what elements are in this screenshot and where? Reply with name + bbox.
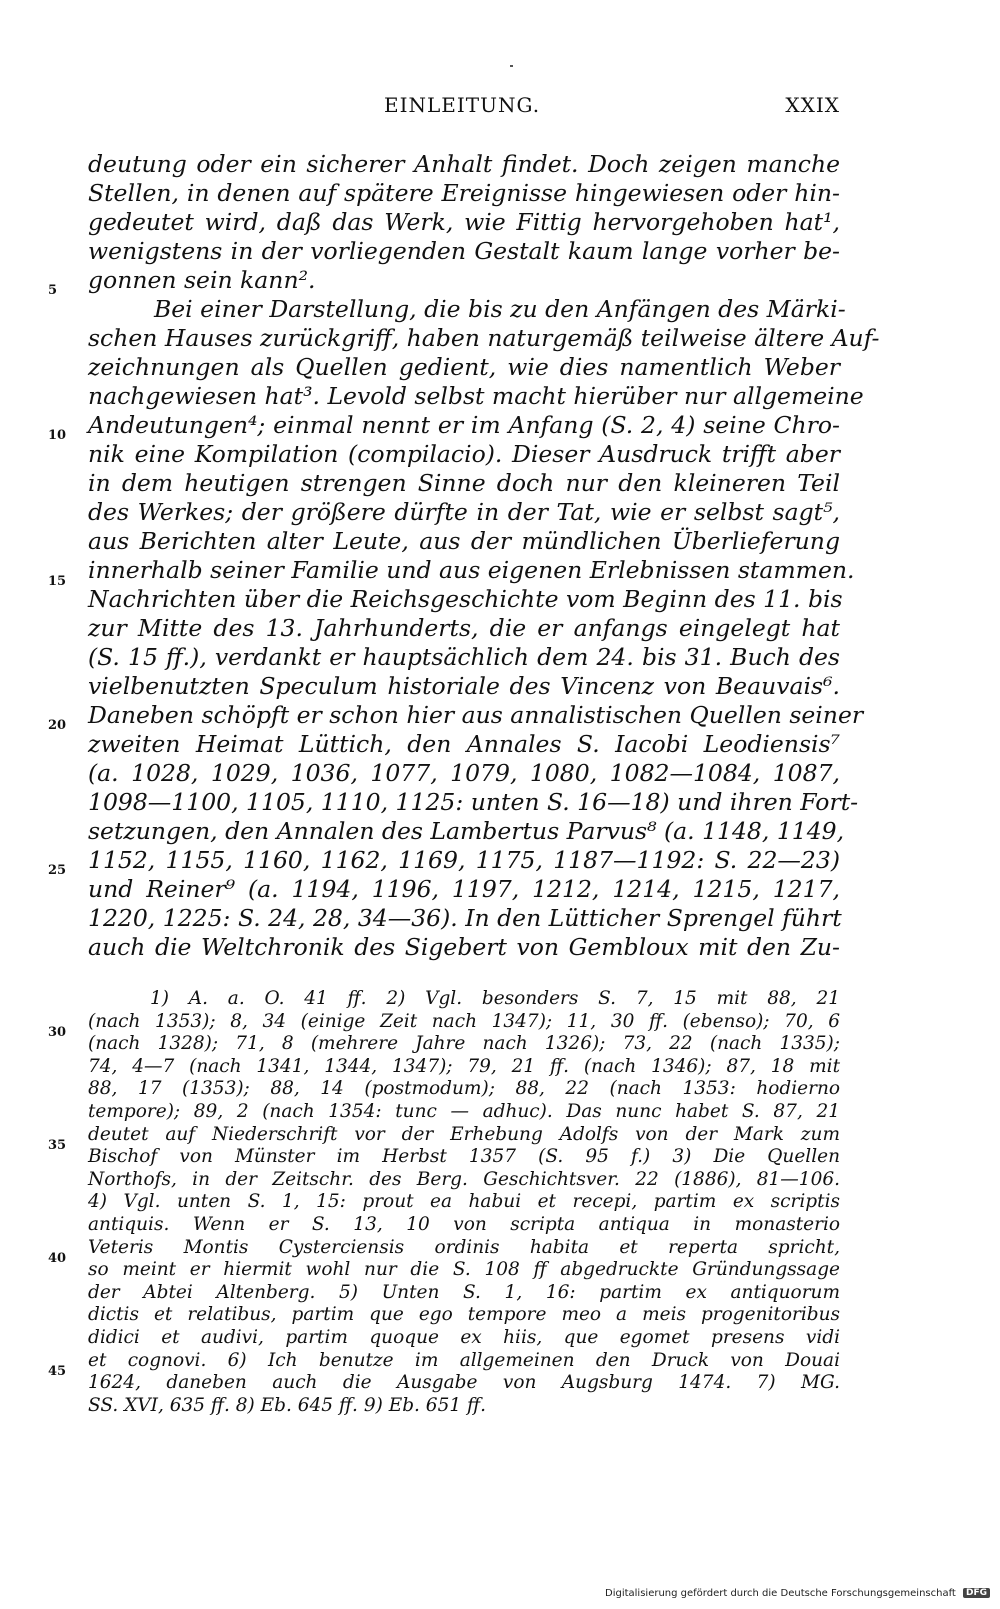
footnote-line: Bischof von Münster im Herbst 1357 (S. 95 f.) 3) Die Quellen (88, 1146, 840, 1168)
credit-text: Digitalisierung gefördert durch die Deutsche Forschungsgemeinschaft (605, 1588, 956, 1599)
footnote-line: SS. XVI, 635 ff. 8) Eb. 645 ff. 9) Eb. 651 ff. (88, 1394, 486, 1416)
footnotes (88, 988, 840, 1417)
text-line: 1220, 1225: S. 24, 28, 34—36). In den Lütticher Sprengel führt (88, 904, 842, 932)
text-line: Nachrichten über die Reichsgeschichte vom Beginn des 11. bis (88, 585, 843, 613)
text-line: innerhalb seiner Familie und aus eigenen Erlebnissen stammen. (88, 556, 855, 584)
digitization-credit (605, 1588, 995, 1599)
text-line: nik eine Kompilation (compilacio). Dieser Ausdruck trifft aber (88, 440, 840, 468)
footnote-line: 1) A. a. O. 41 ff. 2) Vgl. besonders S. 7, 15 mit 88, 21 (150, 988, 840, 1009)
text-line: wenigstens in der vorliegenden Gestalt kaum lange vorher be- (88, 237, 840, 265)
footnote-line: (nach 1328); 71, 8 (mehrere Jahre nach 1326); 73, 22 (nach 1335); (88, 1033, 840, 1055)
line-number: 5 (48, 283, 58, 298)
scan-mark (510, 65, 513, 67)
text-line: gedeutet wird, daß das Werk, wie Fittig hervorgehoben hat¹, (88, 208, 840, 236)
footnote-line: dictis et relatibus, partim que ego tempore meo a meis progenitoribus (88, 1304, 840, 1326)
footnote-line: didici et audivi, partim quoque ex hiis, que egomet presens vidi (88, 1326, 840, 1348)
dfg-logo-icon: DFG (963, 1588, 990, 1598)
text-line: Stellen, in denen auf spätere Ereignisse hingewiesen oder hin- (88, 179, 840, 207)
text-line: in dem heutigen strengen Sinne doch nur den kleineren Teil (88, 469, 840, 497)
footnote-line: der Abtei Altenberg. 5) Unten S. 1, 16: partim ex antiquorum (88, 1281, 840, 1303)
text-line: auch die Weltchronik des Sigebert von Gembloux mit den Zu- (88, 933, 840, 961)
line-number: 30 (48, 1025, 67, 1040)
text-line: gonnen sein kann². (88, 266, 316, 294)
page-title: EINLEITUNG. (384, 93, 541, 117)
main-text (88, 150, 880, 962)
text-line: zur Mitte des 13. Jahrhunderts, die er anfangs eingelegt hat (88, 614, 840, 642)
footnote-line: so meint er hiermit wohl nur die S. 108 ff abgedruckte Gründungssage (88, 1259, 840, 1281)
text-line: 1152, 1155, 1160, 1162, 1169, 1175, 1187—1192: S. 22—23) (88, 846, 840, 874)
line-number: 15 (48, 574, 67, 589)
footnote-line: Northofs, in der Zeitschr. des Berg. Geschichtsver. 22 (1886), 81—106. (88, 1168, 840, 1190)
text-line: Bei einer Darstellung, die bis zu den Anfängen des Märki- (154, 295, 846, 323)
text-line: Daneben schöpft er schon hier aus annalistischen Quellen seiner (88, 701, 864, 729)
running-header (88, 93, 840, 123)
text-line: des Werkes; der größere dürfte in der Tat, wie er selbst sagt⁵, (88, 498, 840, 526)
text-line: deutung oder ein sicherer Anhalt findet. Doch zeigen manche (88, 150, 840, 178)
footnote-line: 4) Vgl. unten S. 1, 15: prout ea habui et recepi, partim ex scriptis (88, 1191, 840, 1213)
footnote-line: deutet auf Niederschrift vor der Erhebung Adolfs von der Mark zum (88, 1123, 840, 1145)
text-line: nachgewiesen hat³. Levold selbst macht hierüber nur allgemeine (88, 382, 864, 410)
line-number: 25 (48, 863, 67, 878)
line-number: 20 (48, 718, 67, 733)
text-line: zweiten Heimat Lüttich, den Annales S. Iacobi Leodiensis⁷ (88, 730, 840, 758)
text-line: (S. 15 ff.), verdankt er hauptsächlich dem 24. bis 31. Buch des (88, 643, 840, 671)
text-line: schen Hauses zurückgriff, haben naturgemäß teilweise ältere Auf- (88, 324, 880, 352)
text-line: setzungen, den Annalen des Lambertus Parvus⁸ (a. 1148, 1149, (88, 817, 845, 845)
footnote-line: 1624, daneben auch die Ausgabe von Augsburg 1474. 7) MG. (88, 1372, 840, 1394)
footnote-line: antiquis. Wenn er S. 13, 10 von scripta antiqua in monasterio (88, 1213, 840, 1235)
text-line: zeichnungen als Quellen gedient, wie dies namentlich Weber (88, 353, 840, 381)
text-line: Andeutungen⁴; einmal nennt er im Anfang (S. 2, 4) seine Chro- (88, 411, 840, 439)
footnote-line: tempore); 89, 2 (nach 1354: tunc — adhuc). Das nunc habet S. 87, 21 (88, 1100, 840, 1122)
page-number: XXIX (785, 93, 840, 117)
text-line: aus Berichten alter Leute, aus der mündlichen Überlieferung (88, 527, 840, 555)
footnote-line: Veteris Montis Cysterciensis ordinis habita et reperta spricht, (88, 1236, 840, 1258)
line-number: 10 (48, 428, 67, 443)
footnote-line: 88, 17 (1353); 88, 14 (postmodum); 88, 22 (nach 1353: hodierno (88, 1078, 840, 1100)
line-number: 40 (48, 1251, 67, 1266)
text-line: 1098—1100, 1105, 1110, 1125: unten S. 16—18) und ihren Fort- (88, 788, 859, 816)
footnote-line: (nach 1353); 8, 34 (einige Zeit nach 1347); 11, 30 ff. (ebenso); 70, 6 (88, 1010, 840, 1032)
line-number: 45 (48, 1364, 67, 1379)
text-line: und Reiner⁹ (a. 1194, 1196, 1197, 1212, 1214, 1215, 1217, (88, 875, 840, 903)
text-line: (a. 1028, 1029, 1036, 1077, 1079, 1080, 1082—1084, 1087, (88, 759, 840, 787)
footnote-line: et cognovi. 6) Ich benutze im allgemeinen den Druck von Douai (88, 1349, 840, 1371)
line-number: 35 (48, 1138, 67, 1153)
footnote-line: 74, 4—7 (nach 1341, 1344, 1347); 79, 21 ff. (nach 1346); 87, 18 mit (88, 1055, 840, 1077)
text-line: vielbenutzten Speculum historiale des Vincenz von Beauvais⁶. (88, 672, 840, 700)
